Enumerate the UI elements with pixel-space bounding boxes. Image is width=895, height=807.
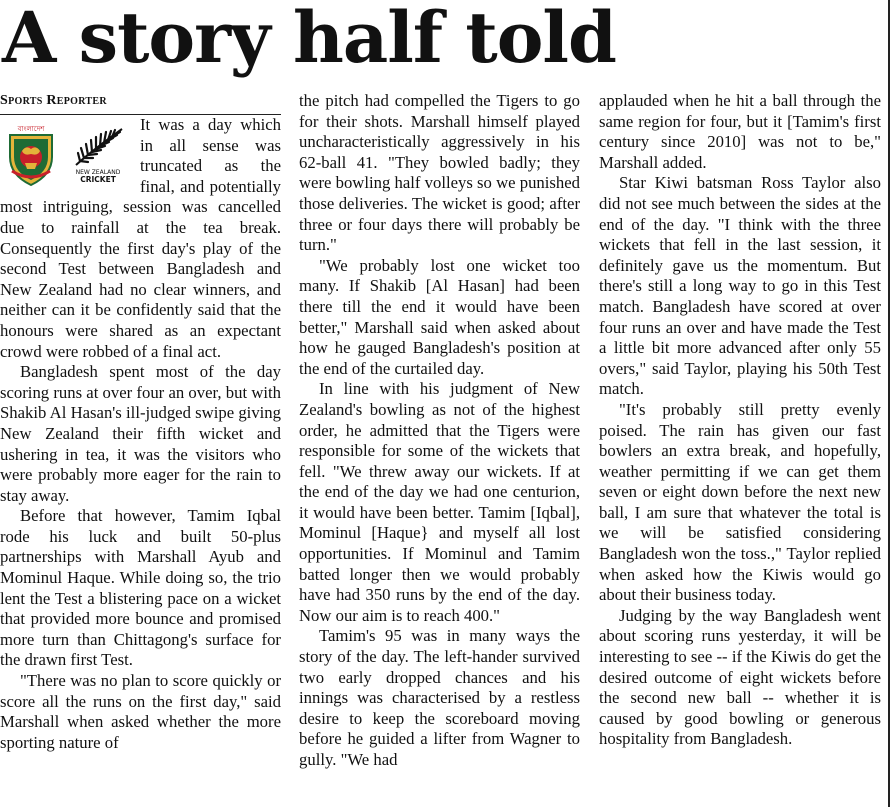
paragraph: In line with his judgment of New Zealand's bowling as not of the highest order, he admitted that the Tigers were responsible for some of the wickets that fell. "We threw away our wickets. If at the end of the day we had one centurion, it would have been better. Tamim [Iqbal], Mominul [Haque} and myself all lost opportunities. If Mominul and Tamim batted longer then we would probably have had 350 runs by the end of the day. Now our aim is to reach 400.": [299, 379, 580, 625]
byline: Sports Reporter: [0, 91, 281, 115]
paragraph: Before that however, Tamim Iqbal rode his luck and built 50-plus partnerships with Marshall Ayub and Mominul Haque. While doing so, the trio lent the Test a blistering pace on a wicket that provided more bounce and promised more turn than Chittagong's surface for the drawn first Test.: [0, 506, 281, 670]
paragraph: It was a day which in all sense was truncated as the final, and potentially most intriguing, session was cancelled due to rainfall at the tea break. Consequently the first day's play of the second Test between Bangladesh and New Zealand had no clear winners, and neither can it be confidently said that the honours were shared as an expectant crowd were robbed of a final act.: [0, 115, 281, 361]
paragraph: the pitch had compelled the Tigers to go for their shots. Marshall himself played uncharacteristically aggressively in his 62-ball 41. "They bowled badly; they were bowling half volleys so we punished those deliveries. The wicket is good; after three or four days there will probably be turn.": [299, 91, 580, 255]
paragraph: "We probably lost one wicket too many. If Shakib [Al Hasan] had been there till the end it would have been better," Marshall said when asked about how he gauged Bangladesh's position at the end of the curtailed day.: [299, 255, 580, 378]
column-rule: [888, 0, 890, 807]
nzc-logo-text-2: CRICKET: [80, 175, 116, 184]
paragraph: Bangladesh spent most of the day scoring runs at over four an over, but with Shakib Al Hasan's ill-judged swipe giving New Zealand their fifth wicket and ushering in tea, it was the visitors who were probably more eager for the rain to stay away.: [0, 362, 281, 505]
paragraph: "It's probably still pretty evenly poised. The rain has given our fast bowlers an extra break, and hopefully, weather permitting if we can get them seven or eight down before the next new ball, I am sure that whatever the total is we will be satisfied considering Bangladesh won the toss.," Taylor replied when asked how the Kiwis would go about their business today.: [599, 399, 881, 605]
paragraph: Tamim's 95 was in many ways the story of the day. The left-hander survived two early dropped chances and his innings was characterised by a restless desire to keep the scoreboard moving before he guided a lifter from Wagner to gully. "We had: [299, 626, 580, 769]
article-column-1: [0, 91, 281, 753]
paragraph: "There was no plan to score quickly or score all the runs on the first day," said Marshall when asked whether the more sporting nature of: [0, 671, 281, 752]
nzc-logo-text-1: NEW ZEALAND: [75, 169, 121, 176]
bangladesh-cricket-board-logo: [4, 123, 58, 187]
article-column-3: [599, 91, 881, 750]
bcb-logo-text: বাংলাদেশ: [17, 125, 45, 133]
paragraph: Judging by the way Bangladesh went about scoring runs yesterday, it will be interesting to see -- if the Kiwis do get the desired outcome of eight wickets before the second new ball -- whether it is caused by good bowling or generous hospitality from Bangladesh.: [599, 605, 881, 749]
team-logos: [0, 123, 132, 195]
headline: A story half told: [2, 0, 616, 79]
article-column-2: [299, 91, 580, 771]
new-zealand-cricket-fern-logo: [70, 125, 126, 185]
paragraph: applauded when he hit a ball through the same region for four, but it [Tamim's first century since 2010] was not to be," Marshall added.: [599, 91, 881, 172]
paragraph: Star Kiwi batsman Ross Taylor also did not see much between the sides at the end of the day. "I think with the three wickets that fell in the last session, it definitely gave us the momentum. But there's still a long way to go in this Test match. Bangladesh have scored at over four runs an over and have made the Test a little bit more advanced after only 55 overs," said Taylor, playing his 50th Test match.: [599, 173, 881, 399]
